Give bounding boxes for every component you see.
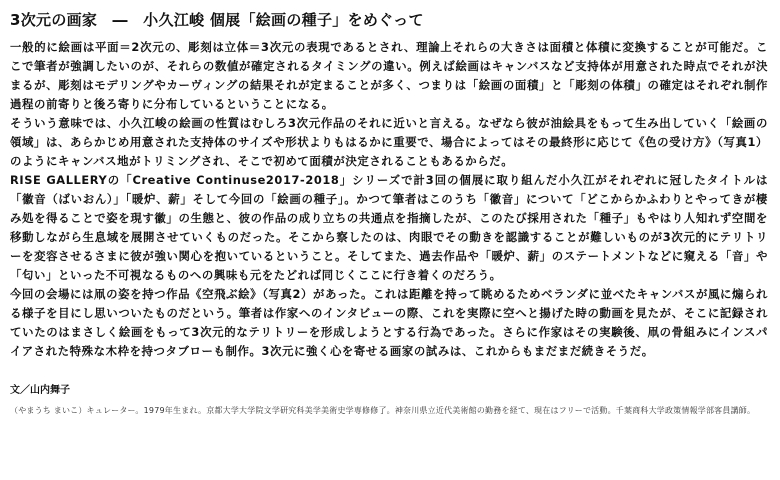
author-bio: （やまうち まいこ）キュレーター。1979年生まれ。京都大学大学院文学研究科美学美術史学専修修了。神奈川県立近代美術館の勤務を経て、現在はフリーで活動。千葉商科大学政策情報学部客員講師。: [10, 406, 756, 415]
article-title: 3次元の画家 ― 小久江峻 個展「絵画の種子」をめぐって: [10, 11, 424, 29]
author-name: 文／山内舞子: [10, 385, 70, 396]
article-body: [10, 38, 768, 361]
article-paragraph: 今回の会場には凧の姿を持つ作品《空飛ぶ絵》（写真2）があった。これは距離を持って眺めるためベランダに並べたキャンバスが風に煽られる様子を目にし思いついたものだという。筆者は作家へのインタビューの際、これを実際に空へと揚げた時の動画を見たが、そこに記録されていたのはまさしく絵画をもって3次元的なテリトリーを形成しようとする行為であった。さらに作家はその実験後、凧の骨組みにインスパイアされた特殊な木枠を持つタブローも制作。3次元に強く心を寄せる画家の試みは、これからもまだまだ続きそうだ。: [10, 287, 768, 358]
article-paragraph: そういう意味では、小久江峻の絵画の性質はむしろ3次元作品のそれに近いと言える。なぜなら彼が油絵具をもって生み出していく「絵画の領域」は、あらかじめ用意された支持体のサイズや形状よりもはるかに重要で、場合によってはその最終形に応じて《色の受け方》（写真1）のようにキャンバス地がトリミングされ、そこで初めて面積が決定されることもあるからだ。: [10, 116, 768, 168]
author-credit: [10, 383, 768, 419]
article-paragraph: 一般的に絵画は平面＝2次元の、彫刻は立体＝3次元の表現であるとされ、理論上それらの大きさは面積と体積に変換することが可能だ。ここで筆者が強調したいのが、それらの数値が確定されるタイミングの違い。例えば絵画はキャンバスなど支持体が用意された時点でそれが決まるが、彫刻はモデリングやカーヴィングの結果それが定まることが多く、つまりは「絵画の面積」と「彫刻の体積」の確定はそれぞれ制作過程の前寄りと後ろ寄りに分布しているということになる。: [10, 40, 768, 111]
article-paragraph: RISE GALLERYの「Creative Continuse2017-2018」シリーズで計3回の個展に取り組んだ小久江がそれぞれに冠したタイトルは「徽音（ばいおん）」「暖炉、薪」そして今回の「絵画の種子」。かつて筆者はこのうち「徽音」について「どこからかふわりとやってきが棲み処を得ることで姿を現す徽」の生態と、彼の作品の成り立ちの共通点を指摘したが、このたび採用された「種子」もやはり人知れず空間を移動しながら生息域を展開させていくものだった。そこから察したのは、肉眼でその動きを認識することが難しいものが3次元的にテリトリーを変容させるさまに彼が強い関心を抱いているということ。そしてまた、過去作品や「暖炉、薪」のステートメントなどに窺える「音」や「匂い」といった不可視なるものへの興味も元をたどれば同じくここに行き着くのだろう。: [10, 173, 768, 282]
